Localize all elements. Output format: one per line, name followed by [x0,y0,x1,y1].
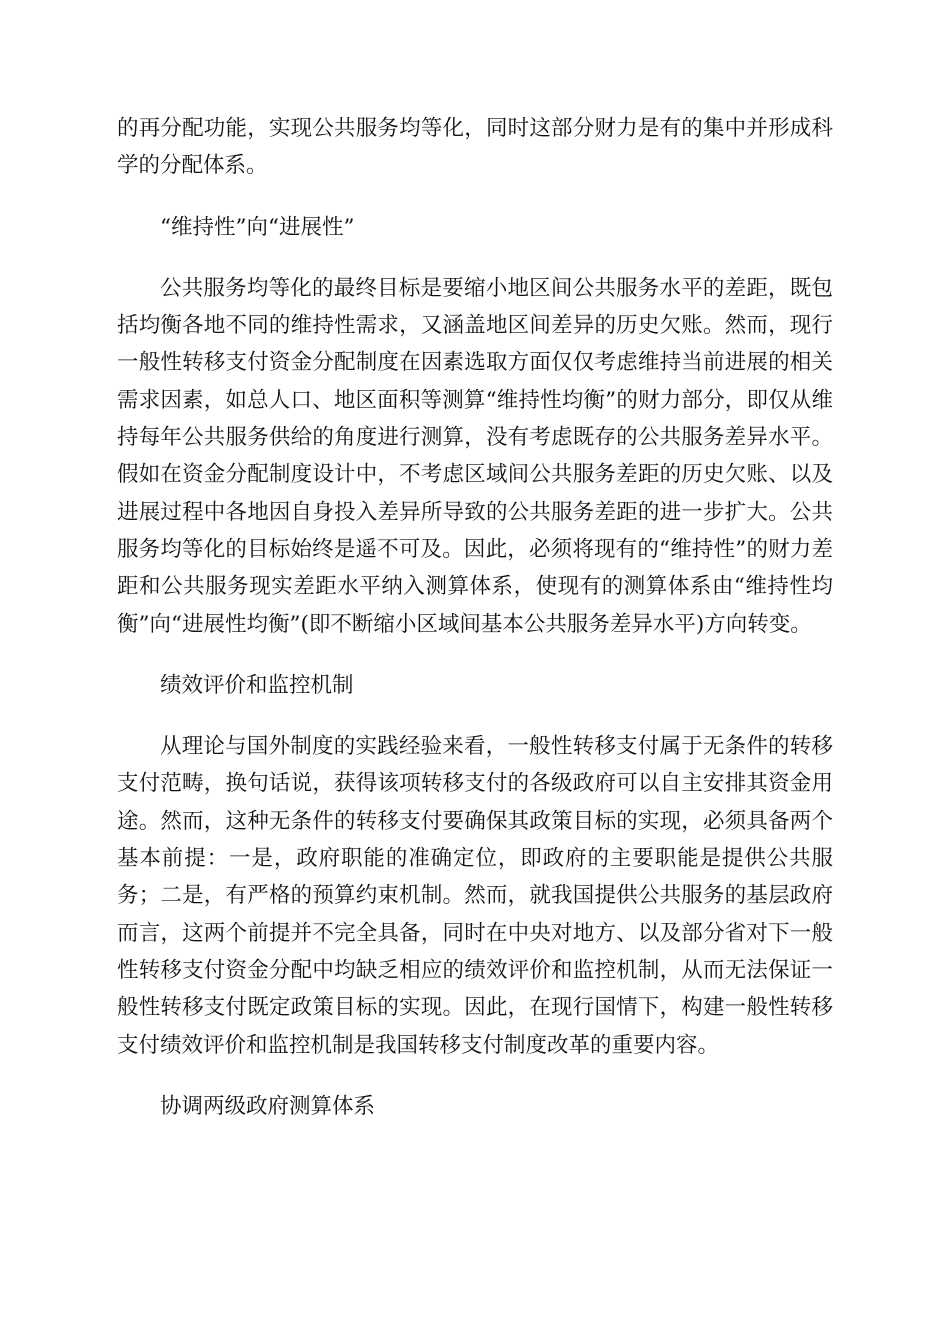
paragraph-performance-evaluation: 从理论与国外制度的实践经验来看，一般性转移支付属于无条件的转移支付范畴，换句话说，获得该项转移支付的各级政府可以自主安排其资金用途。然而，这种无条件的转移支付要确保其政策目标的实现，必须具备两个基本前提：一是，政府职能的准确定位，即政府的主要职能是提供公共服务；二是，有严格的预算约束机制。然而，就我国提供公共服务的基层政府而言，这两个前提并不完全具备，同时在中央对地方、以及部分省对下一般性转移支付资金分配中均缺乏相应的绩效评价和监控机制，从而无法保证一般性转移支付既定政策目标的实现。因此，在现行国情下，构建一般性转移支付绩效评价和监控机制是我国转移支付制度改革的重要内容。 [117,734,833,1058]
document-body [117,110,833,1125]
paragraph-continuation: 的再分配功能，实现公共服务均等化，同时这部分财力是有的集中并形成科学的分配体系。 [117,116,833,179]
paragraph-equalization-goal: 公共服务均等化的最终目标是要缩小地区间公共服务水平的差距，既包括均衡各地不同的维持性需求，又涵盖地区间差异的历史欠账。然而，现行一般性转移支付资金分配制度在因素选取方面仅仅考虑维持当前进展的相关需求因素，如总人口、地区面积等测算“维持性均衡”的财力部分，即仅从维持每年公共服务供给的角度进行测算，没有考虑既存的公共服务差异水平。假如在资金分配制度设计中，不考虑区域间公共服务差距的历史欠账、以及进展过程中各地因自身投入差异所导致的公共服务差距的进一步扩大。公共服务均等化的目标始终是遥不可及。因此，必须将现有的“维持性”的财力差距和公共服务现实差距水平纳入测算体系，使现有的测算体系由“维持性均衡”向“进展性均衡”(即不断缩小区域间基本公共服务差异水平)方向转变。 [117,275,833,637]
section-heading-maintenance-to-development: “维持性”向“进展性” [160,214,355,240]
section-heading-coordinate-calculation: 协调两级政府测算体系 [160,1093,376,1119]
section-heading-performance-evaluation: 绩效评价和监控机制 [160,672,354,698]
